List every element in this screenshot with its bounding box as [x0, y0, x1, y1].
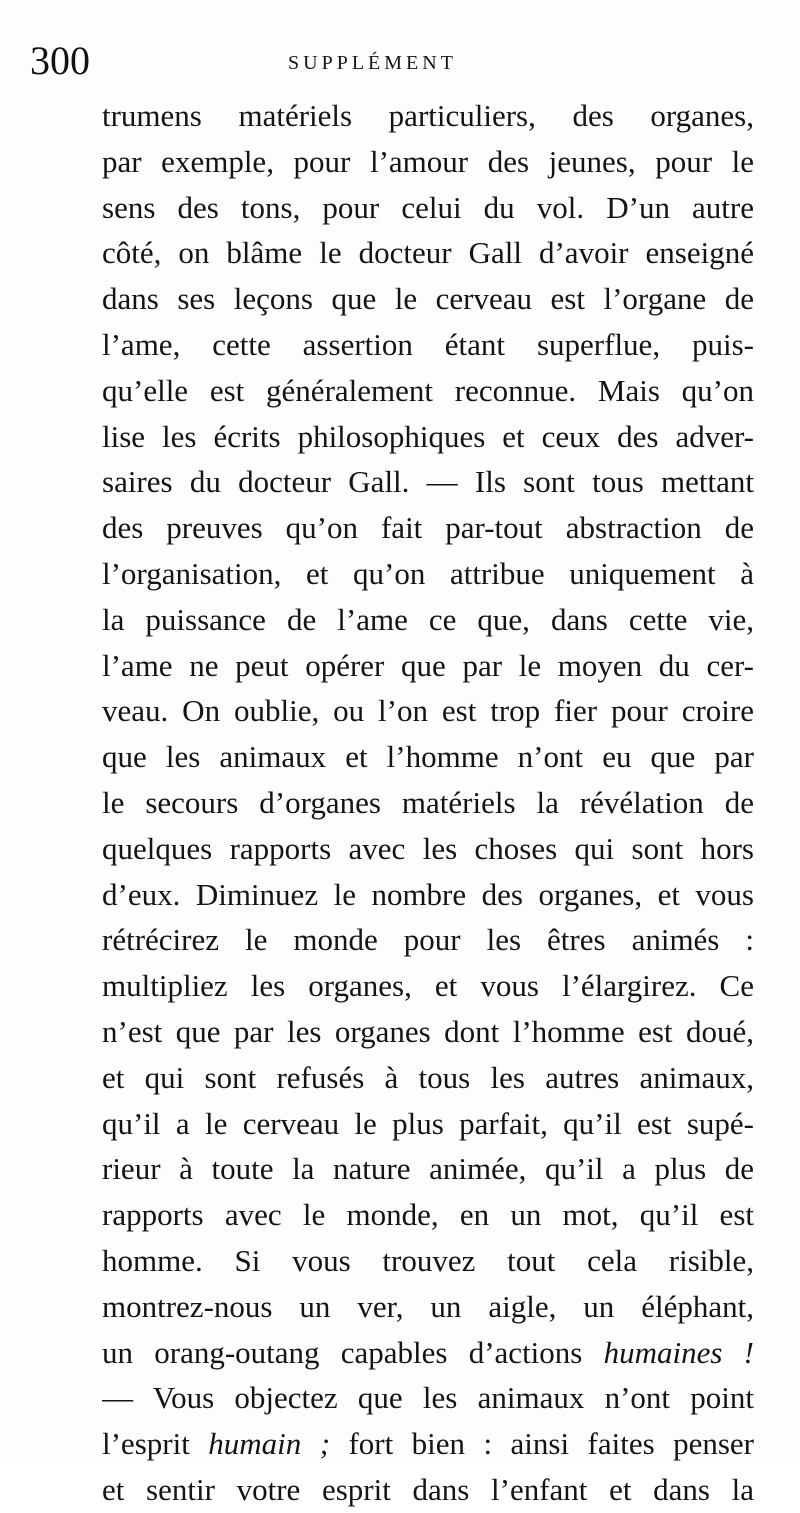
text-line: veau. On oublie, ou l’on est trop fier pour croire	[102, 693, 754, 729]
text-line: saires du docteur Gall. — Ils sont tous mettant	[102, 464, 754, 500]
text-line: qu’il a le cerveau le plus parfait, qu’il est supé-	[102, 1105, 754, 1141]
text-run: fort bien : ainsi faites penser	[330, 1426, 754, 1462]
text-line	[102, 1330, 754, 1376]
text-line: multipliez les organes, et vous l’élargirez. Ce	[102, 968, 754, 1004]
text-line: sens des tons, pour celui du vol. D’un autre	[102, 189, 754, 225]
text-line: lise les écrits philosophiques et ceux des adver-	[102, 418, 754, 454]
text-line: la puissance de l’ame ce que, dans cette vie,	[102, 601, 754, 637]
text-run: l’esprit	[102, 1426, 209, 1462]
italic-text: humaines !	[603, 1334, 754, 1370]
text-line: rapports avec le monde, en un mot, qu’il est	[102, 1197, 754, 1233]
text-line: et qui sont refusés à tous les autres animaux,	[102, 1059, 754, 1095]
page-header	[30, 36, 770, 86]
running-head: SUPPLÉMENT	[288, 52, 457, 74]
text-line	[102, 1421, 754, 1467]
text-line: — Vous objectez que les animaux n’ont point	[102, 1380, 754, 1416]
text-line: l’ame, cette assertion étant superflue, puis-	[102, 326, 754, 362]
text-line: trumens matériels particuliers, des organes,	[102, 98, 754, 133]
text-line: quelques rapports avec les choses qui sont hors	[102, 830, 754, 866]
text-line: homme. Si vous trouvez tout cela risible,	[102, 1242, 754, 1278]
text-line: rétrécirez le monde pour les êtres animés :	[102, 922, 754, 958]
text-line: dans ses leçons que le cerveau est l’organe de	[102, 281, 754, 317]
text-line: des preuves qu’on fait par-tout abstraction de	[102, 510, 754, 546]
text-line: côté, on blâme le docteur Gall d’avoir enseigné	[102, 235, 754, 271]
text-line: et sentir votre esprit dans l’enfant et dans la	[102, 1471, 754, 1507]
text-line: montrez-nous un ver, un aigle, un éléphant,	[102, 1288, 754, 1324]
text-line: n’est que par les organes dont l’homme est doué,	[102, 1013, 754, 1049]
text-line: d’eux. Diminuez le nombre des organes, et vous	[102, 876, 754, 912]
text-line: rieur à toute la nature animée, qu’il a plus de	[102, 1151, 754, 1187]
page-number: 300	[30, 38, 90, 83]
text-line: le secours d’organes matériels la révélation de	[102, 784, 754, 820]
text-line: par exemple, pour l’amour des jeunes, pour le	[102, 143, 754, 179]
italic-text: humain ;	[208, 1426, 331, 1462]
text-line: l’organisation, et qu’on attribue uniquement à	[102, 555, 754, 591]
text-line: que les animaux et l’homme n’ont eu que par	[102, 739, 754, 775]
text-line: qu’elle est généralement reconnue. Mais qu’on	[102, 372, 754, 408]
text-run: un orang-outang capables d’actions	[102, 1334, 604, 1370]
text-line: l’ame ne peut opérer que par le moyen du cer-	[102, 647, 754, 683]
body-text	[102, 93, 754, 1513]
